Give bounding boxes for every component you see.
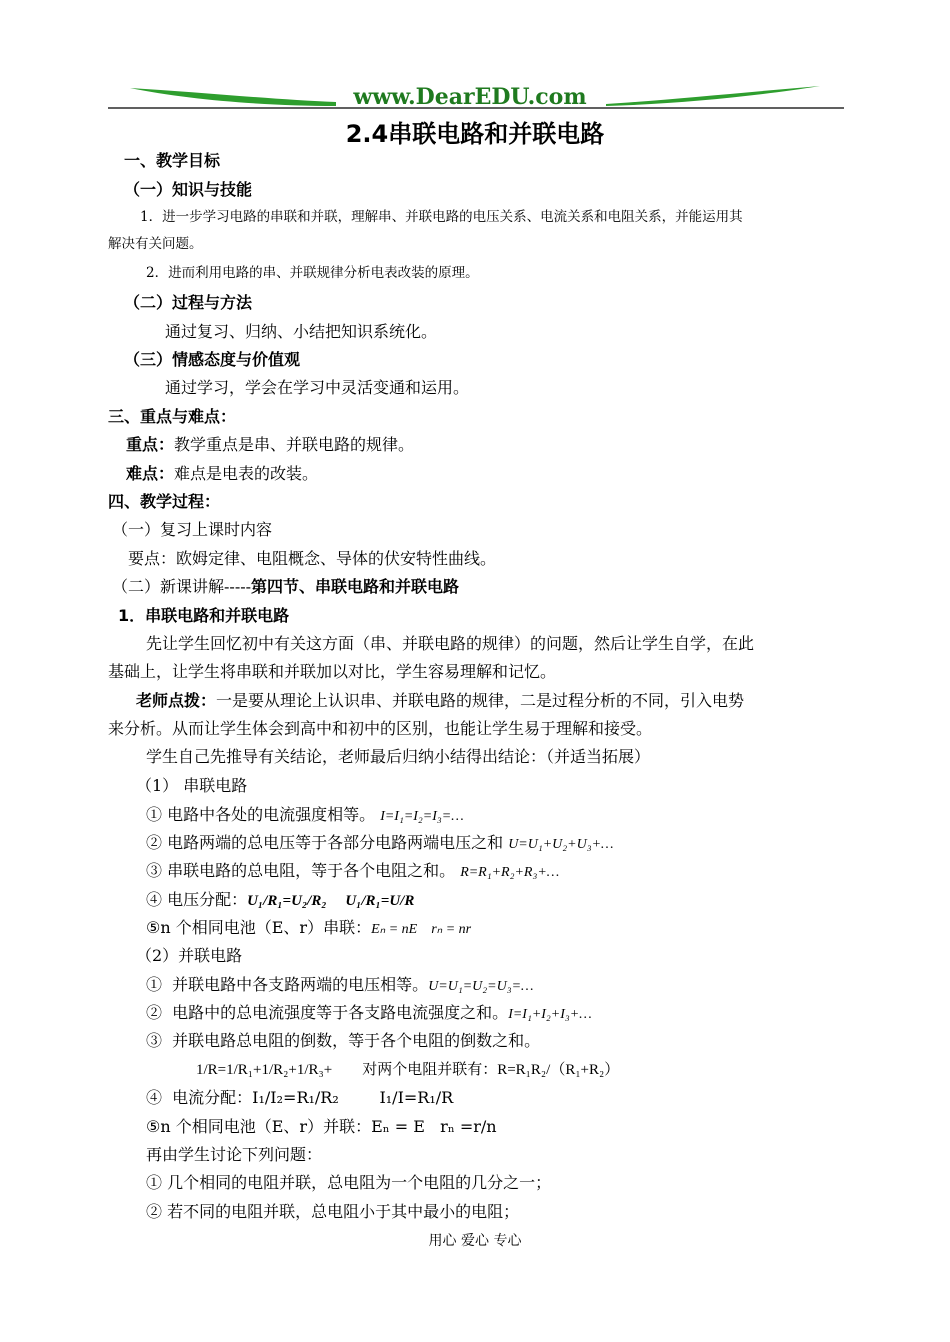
item-1-heading: 1．串联电路和并联电路 [118, 606, 290, 625]
page-title: 2.4串联电路和并联电路 [345, 120, 605, 148]
heading-key-points: 三、重点与难点： [108, 407, 237, 426]
series-rule-2-formula: U=U₁+U₂+U₃+… [508, 837, 614, 852]
series-rule-3-text: ③ 串联电路的总电阻，等于各个电阻之和。 [146, 861, 456, 880]
site-logo-text: www.DearEDU.com [353, 84, 587, 110]
parallel-rule-1-text: ① 并联电路中各支路两端的电压相等。 [146, 975, 429, 994]
parallel-rule-2-formula: I=I₁+I₂+I₃+… [508, 1007, 592, 1022]
series-rule-1-text: ① 电路中各处的电流强度相等。 [146, 805, 376, 824]
parallel-rule-4: ④ 电流分配：I₁/I₂=R₁/R₂ I₁/I=R₁/R [146, 1088, 454, 1107]
intro-para-line-1: 先让学生回忆初中有关这方面（串、并联电路的规律）的问题，然后让学生自学，在此 [146, 634, 755, 653]
series-rule-1-formula: I=I₁=I₂=I₃=… [380, 809, 464, 824]
subheading-process: （二）过程与方法 [124, 293, 253, 312]
series-rule-5 [146, 918, 471, 940]
parallel-rule-2-text: ② 电路中的总电流强度等于各支路电流强度之和。 [146, 1003, 509, 1022]
parallel-rule-2 [146, 1003, 592, 1025]
series-rule-4 [146, 890, 414, 911]
series-label: （1） 串联电路 [136, 776, 248, 795]
new-lesson-line [112, 577, 459, 597]
difficulty-text: 难点是电表的改装。 [174, 464, 319, 483]
parallel-label: （2）并联电路 [136, 946, 243, 965]
discussion-question-2: ② 若不同的电阻并联，总电阻小于其中最小的电阻； [146, 1202, 520, 1221]
parallel-rule-3-formula: 1/R=1/R₁+1/R₂+1/R₃+ 对两个电阻并联有：R=R₁R₂/（R₁+R₂） [196, 1062, 620, 1078]
banner-graphic [108, 78, 844, 110]
conclusion-intro: 学生自己先推导有关结论，老师最后归纳小结得出结论：（并适当拓展） [146, 747, 651, 766]
parallel-rule-3: ③ 并联电路总电阻的倒数，等于各个电阻的倒数之和。 [146, 1031, 541, 1050]
review-points: 要点：欧姆定律、电阻概念、导体的伏安特性曲线。 [128, 549, 497, 568]
key-point-text: 教学重点是串、并联电路的规律。 [174, 435, 415, 454]
parallel-rule-5: ⑤n 个相同电池（E、r）并联：Eₙ = E rₙ =r/n [146, 1117, 497, 1136]
attitude-text: 通过学习，学会在学习中灵活变通和运用。 [165, 378, 470, 397]
left-swoosh [130, 88, 336, 106]
right-swoosh [606, 86, 820, 106]
series-rule-3-formula: R=R₁+R₂+R₃+… [460, 865, 560, 880]
intro-para-line-2: 基础上，让学生将串联和并联加以对比，学生容易理解和记忆。 [108, 662, 557, 681]
series-rule-3 [146, 861, 559, 883]
key-point-line [126, 435, 414, 455]
objective-2: 2．进而利用电路的串、并联规律分析电表改装的原理。 [146, 265, 479, 281]
series-rule-5-formula: Eₙ = nE rₙ = nr [371, 922, 472, 937]
discussion-question-1: ① 几个相同的电阻并联，总电阻为一个电阻的几分之一； [146, 1173, 552, 1192]
series-rule-2-text: ② 电路两端的总电压等于各部分电路两端电压之和 [146, 833, 504, 852]
difficulty-line [126, 464, 318, 484]
page-footer: 用心 爱心 专心 [428, 1233, 522, 1249]
series-rule-4-text: ④ 电压分配： [146, 890, 248, 909]
series-rule-5-text: ⑤n 个相同电池（E、r）串联： [146, 918, 372, 937]
objective-1-line-2: 解决有关问题。 [108, 236, 203, 252]
discussion-intro: 再由学生讨论下列问题： [146, 1145, 323, 1164]
review-heading: （一）复习上课时内容 [112, 520, 273, 539]
difficulty-label: 难点： [126, 464, 175, 483]
site-banner [108, 78, 844, 110]
series-rule-2 [146, 833, 613, 855]
heading-objectives: 一、教学目标 [124, 151, 221, 170]
key-point-label: 重点： [126, 435, 175, 454]
subheading-attitude: （三）情感态度与价值观 [124, 350, 301, 369]
parallel-rule-1 [146, 975, 533, 997]
teacher-tip-label: 老师点拨： [136, 691, 217, 710]
heading-teaching-process: 四、教学过程： [108, 492, 221, 511]
subheading-knowledge: （一）知识与技能 [124, 180, 253, 199]
new-lesson-prefix: （二）新课讲解----- [112, 577, 252, 596]
teacher-tip-line-1 [136, 691, 744, 711]
series-rule-1 [146, 805, 464, 827]
process-text: 通过复习、归纳、小结把知识系统化。 [165, 322, 438, 341]
series-rule-4-formula: U₁/R₁=U₂/R₂ U₁/R₁=U/R [247, 893, 415, 909]
teacher-tip-line-2: 来分析。从而让学生体会到高中和初中的区别，也能让学生易于理解和接受。 [108, 719, 653, 738]
parallel-rule-1-formula: U=U₁=U₂=U₃=… [428, 979, 534, 994]
objective-1-line-1: 1．进一步学习电路的串联和并联，理解串、并联电路的电压关系、电流关系和电阻关系，并能运用其 [140, 209, 743, 225]
new-lesson-title: 第四节、串联电路和并联电路 [251, 577, 460, 596]
teacher-tip-text: 一是要从理论上认识串、并联电路的规律，二是过程分析的不同，引入电势 [216, 691, 745, 710]
